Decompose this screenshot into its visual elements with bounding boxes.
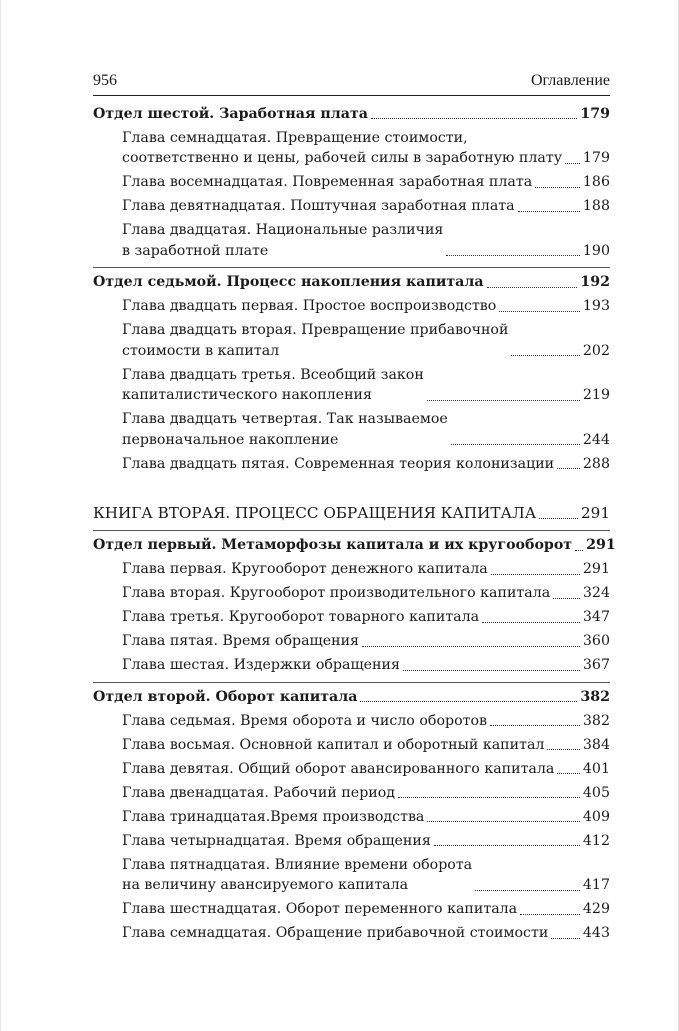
dot-leader xyxy=(547,749,579,750)
toc-title-line: Глава семнадцатая. Превращение стоимости, xyxy=(122,129,468,146)
toc-section-6[interactable] xyxy=(93,104,610,125)
toc-page: 347 xyxy=(582,609,610,625)
dot-leader xyxy=(487,287,578,288)
toc-b2-chapter-14[interactable] xyxy=(93,831,610,852)
toc-title: Глава восемнадцатая. Повременная заработная плата xyxy=(122,174,533,190)
toc-title-line: капиталистического накопления xyxy=(122,387,372,403)
toc-title: Глава первая. Кругооборот денежного капитала xyxy=(122,561,488,577)
dot-leader xyxy=(518,211,580,212)
toc-title xyxy=(122,220,443,261)
toc-chapter-23[interactable] xyxy=(93,365,610,406)
toc-title-line: Глава двадцать четвертая. Так называемое xyxy=(122,411,448,427)
toc-page: 179 xyxy=(582,150,610,166)
toc-page: 360 xyxy=(582,633,610,649)
dot-leader xyxy=(551,938,580,939)
running-title: Оглавление xyxy=(530,72,610,89)
toc-b2-chapter-2[interactable] xyxy=(93,583,610,604)
toc-title-line: Глава пятнадцатая. Влияние времени оборота xyxy=(122,856,473,873)
toc-page: 193 xyxy=(582,298,610,314)
toc-title: Отдел первый. Метаморфозы капитала и их кругооборот xyxy=(93,537,573,553)
toc-page: 219 xyxy=(582,387,610,403)
toc-page: 291 xyxy=(586,537,616,553)
toc-page: 202 xyxy=(582,342,610,359)
toc-title: Глава двенадцатая. Рабочий период xyxy=(122,784,396,801)
toc-title-line: в заработной плате xyxy=(122,242,269,259)
toc-page: 417 xyxy=(582,877,610,893)
section-divider xyxy=(93,267,610,268)
toc-title: Глава третья. Кругооборот товарного капитала xyxy=(122,609,480,625)
dot-leader xyxy=(520,914,580,915)
dot-leader xyxy=(360,701,577,702)
toc-page: 188 xyxy=(582,198,610,214)
toc-b2-section-1[interactable] xyxy=(93,535,616,556)
toc-page: 401 xyxy=(582,760,610,777)
toc-title: Отдел седьмой. Процесс накопления капитала xyxy=(93,274,484,290)
toc-b2-chapter-15[interactable] xyxy=(93,855,610,896)
toc-page: 412 xyxy=(582,832,610,849)
section-divider xyxy=(93,530,610,531)
toc-title-line: Глава двадцать третья. Всеобщий закон xyxy=(122,366,424,383)
page-number: 956 xyxy=(93,72,117,89)
toc-page: 179 xyxy=(580,105,610,122)
toc-title: Глава четырнадцатая. Время обращения xyxy=(122,832,431,849)
book-gap xyxy=(93,474,610,502)
toc-page: 190 xyxy=(582,242,610,259)
toc-title: Глава семнадцатая. Обращение прибавочной стоимости xyxy=(122,925,549,941)
toc-b2-chapter-12[interactable] xyxy=(93,783,610,804)
toc-title: Глава тринадцатая.Время производства xyxy=(122,808,425,825)
toc-b2-chapter-17[interactable] xyxy=(93,923,610,944)
toc-page: 291 xyxy=(581,504,610,522)
toc-page: 288 xyxy=(582,455,610,472)
toc-section-7[interactable] xyxy=(93,272,610,293)
toc-b2-chapter-6[interactable] xyxy=(93,655,610,676)
toc-title: Глава девятая. Общий оборот авансированного капитала xyxy=(122,760,555,777)
dot-leader xyxy=(491,574,580,575)
dot-leader xyxy=(446,255,580,256)
dot-leader xyxy=(362,646,580,647)
toc-page: 367 xyxy=(582,657,610,673)
toc-b2-chapter-8[interactable] xyxy=(93,735,610,756)
toc-title: Глава восьмая. Основной капитал и оборотный капитал xyxy=(122,736,545,753)
toc-page: 405 xyxy=(582,784,610,801)
toc-title xyxy=(122,320,508,361)
toc-chapter-20[interactable] xyxy=(93,220,610,261)
toc-title-line: стоимости в капитал xyxy=(122,342,280,359)
toc-title-line: первоначальное накопление xyxy=(122,431,339,448)
toc-page: 382 xyxy=(580,688,610,705)
toc-page: 244 xyxy=(582,431,610,448)
dot-leader xyxy=(403,670,580,671)
section-divider xyxy=(93,682,610,683)
toc-page: 291 xyxy=(582,561,610,577)
toc-chapter-18[interactable] xyxy=(93,172,610,193)
toc-title xyxy=(122,855,472,896)
toc-page: 382 xyxy=(582,712,610,729)
toc-b2-chapter-3[interactable] xyxy=(93,607,610,628)
toc-page: 186 xyxy=(582,174,610,190)
toc-book-2[interactable] xyxy=(93,502,610,524)
toc-title: Глава двадцать первая. Простое воспроизводство xyxy=(122,298,497,314)
toc-chapter-25[interactable] xyxy=(93,454,610,475)
dot-leader xyxy=(427,400,580,401)
toc-title: Глава двадцать пятая. Современная теория колонизации xyxy=(122,455,555,472)
dot-leader xyxy=(499,311,580,312)
dot-leader xyxy=(490,725,580,726)
toc-b2-section-2[interactable] xyxy=(93,687,610,708)
toc-page: 384 xyxy=(582,736,610,753)
dot-leader xyxy=(482,622,580,623)
dot-leader xyxy=(535,187,580,188)
toc-title: Глава шестая. Издержки обращения xyxy=(122,657,400,673)
toc-b2-chapter-7[interactable] xyxy=(93,711,610,732)
dot-leader xyxy=(371,118,577,119)
toc-title-line: на величину авансируемого капитала xyxy=(122,877,409,893)
toc-b2-chapter-1[interactable] xyxy=(93,559,610,580)
toc-page: 429 xyxy=(582,901,610,917)
toc-title: КНИГА ВТОРАЯ. ПРОЦЕСС ОБРАЩЕНИЯ КАПИТАЛА xyxy=(93,504,537,522)
toc-title: Глава шестнадцатая. Оборот переменного капитала xyxy=(122,901,518,917)
toc-b2-chapter-9[interactable] xyxy=(93,759,610,780)
toc-title xyxy=(122,365,424,406)
dot-leader xyxy=(398,797,580,798)
running-header xyxy=(93,60,610,96)
toc-chapter-22[interactable] xyxy=(93,320,610,361)
toc-chapter-17[interactable] xyxy=(93,128,610,169)
dot-leader xyxy=(553,598,580,599)
toc-b2-chapter-13[interactable] xyxy=(93,807,610,828)
toc-page: 324 xyxy=(582,585,610,601)
dot-leader xyxy=(427,821,580,822)
toc-page: 192 xyxy=(580,274,610,290)
dot-leader xyxy=(475,890,580,891)
toc-b2-chapter-16[interactable] xyxy=(93,899,610,920)
dot-leader xyxy=(451,444,580,445)
dot-leader xyxy=(511,355,579,356)
toc-title: Глава вторая. Кругооборот производительного капитала xyxy=(122,585,551,601)
toc-title-line: Глава двадцатая. Национальные различия xyxy=(122,222,444,238)
toc-title: Глава седьмая. Время оборота и число оборотов xyxy=(122,712,487,729)
toc-title: Глава девятнадцатая. Поштучная заработная плата xyxy=(122,198,515,214)
dot-leader xyxy=(539,518,578,519)
toc-chapter-24[interactable] xyxy=(93,409,610,450)
dot-leader xyxy=(557,468,580,469)
toc-chapter-21[interactable] xyxy=(93,296,610,317)
toc-title xyxy=(122,409,448,450)
toc-title: Глава пятая. Время обращения xyxy=(122,633,359,649)
toc-title xyxy=(122,128,562,169)
toc-title-line: Глава двадцать вторая. Превращение прибавочной xyxy=(122,322,509,338)
toc-page: 443 xyxy=(582,925,610,941)
toc-title-line: соответственно и цены, рабочей силы в заработную плату xyxy=(122,150,563,166)
dot-leader xyxy=(434,845,580,846)
dot-leader xyxy=(557,773,580,774)
toc-chapter-19[interactable] xyxy=(93,196,610,217)
dot-leader xyxy=(565,163,580,164)
table-of-contents xyxy=(93,100,616,944)
toc-page: 409 xyxy=(582,808,610,825)
toc-b2-chapter-5[interactable] xyxy=(93,631,610,652)
dot-leader xyxy=(575,550,583,551)
toc-title: Отдел шестой. Заработная плата xyxy=(93,105,368,122)
toc-title: Отдел второй. Оборот капитала xyxy=(93,688,358,705)
